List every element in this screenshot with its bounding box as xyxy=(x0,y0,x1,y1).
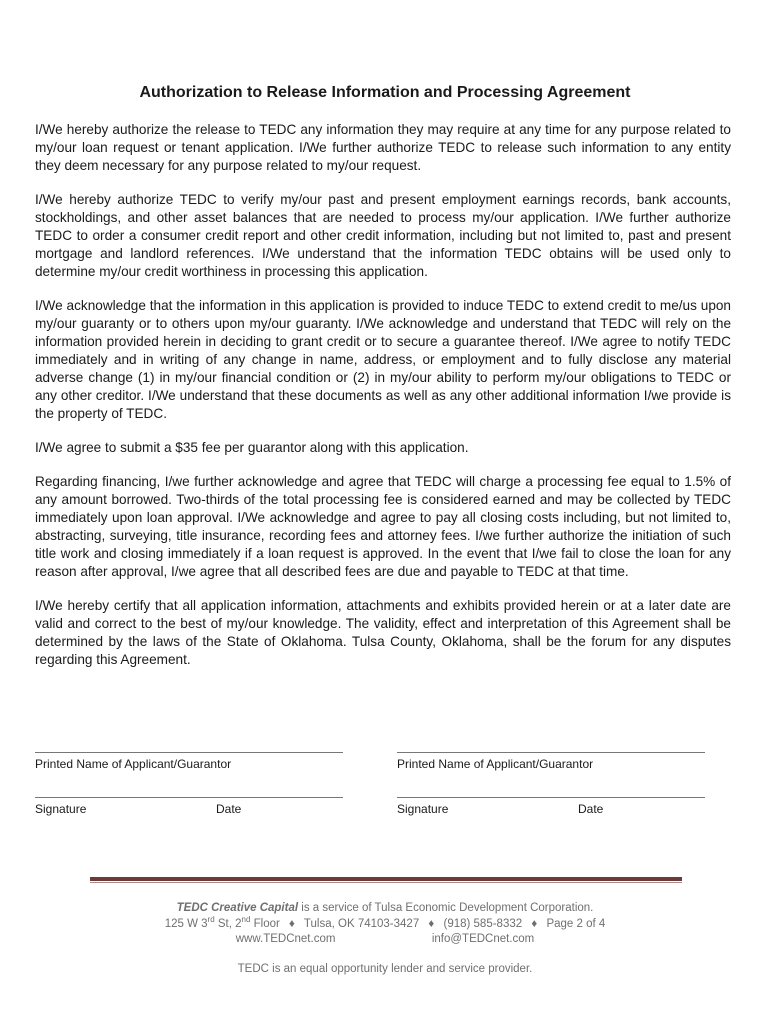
footer-address xyxy=(164,915,280,930)
paragraph-acknowledge: I/We acknowledge that the information in this application is provided to induce TEDC to extend credit to me/us upon my/our guaranty or to others upon my/our guaranty. I/We acknowledge and understand that TEDC will rely on the information provided herein in deciding to grant credit or to secure a guarantee thereof. I/We agree to notify TEDC immediately and in writing of any change in name, address, or employment and to fully disclose any material adverse change (1) in my/our financial condition or (2) in my/our ability to perform my/our obligations to TEDC or any other creditor. I/We understand that these documents as well as any other additional information I/we provide is the property of TEDC. xyxy=(35,298,731,421)
printed-name-label-left: Printed Name of Applicant/Guarantor xyxy=(35,757,232,771)
footer-website-link[interactable]: www.TEDCnet.com xyxy=(235,933,336,945)
footer-city: Tulsa, OK 74103-3427 xyxy=(303,918,420,930)
date-label-right: Date xyxy=(578,802,604,816)
footer-contact-line xyxy=(0,933,770,945)
address-sup-nd: nd xyxy=(241,915,251,925)
printed-name-block-left xyxy=(35,752,345,771)
signature-block-left xyxy=(35,797,345,816)
bullet-icon: ♦ xyxy=(428,918,435,930)
footer-tagline xyxy=(0,902,770,914)
paragraph-certify: I/We hereby certify that all application information, attachments and exhibits provided herein or at a later date are valid and correct to the best of my/our knowledge. The validity, effect and interpretation of this Agreement shall be determined by the laws of the State of Oklahoma. Tulsa County, Oklahoma, shall be the forum for any disputes regarding this Agreement. xyxy=(35,598,731,667)
signature-block-right xyxy=(397,797,707,816)
printed-name-line-right[interactable] xyxy=(397,752,705,753)
footer-email-link[interactable]: info@TEDCnet.com xyxy=(431,933,535,945)
date-label-left: Date xyxy=(216,802,242,816)
signature-label-left: Signature xyxy=(35,802,87,816)
document-title: Authorization to Release Information and Processing Agreement xyxy=(139,84,631,101)
signature-label-right: Signature xyxy=(397,802,449,816)
paragraph-verify: I/We hereby authorize TEDC to verify my/our past and present employment earnings records, bank accounts, stockholdings, and other asset balances that are needed to process my/our application. I/We further authorize TEDC to order a consumer credit report and other credit information, including but not limited to, past and present mortgage and landlord references. I/We understand that the information TEDC obtains will be used only to determine my/our credit worthiness in processing this application. xyxy=(35,192,731,279)
agreement-body xyxy=(35,121,731,685)
signature-line-right[interactable] xyxy=(397,797,705,798)
footer-address-line xyxy=(0,915,770,930)
address-sup-rd: rd xyxy=(207,915,215,925)
address-part-c: Floor xyxy=(250,918,280,930)
signature-line-left[interactable] xyxy=(35,797,343,798)
footer-divider-thick xyxy=(90,877,682,881)
footer-phone: (918) 585-8332 xyxy=(443,918,523,930)
paragraph-release: I/We hereby authorize the release to TEDC any information they may require at any time for any purpose related to my/our loan request or tenant application. I/We further authorize TEDC to release such information to any entity they deem necessary for any purpose related to my/our request. xyxy=(35,122,731,173)
bullet-icon: ♦ xyxy=(289,918,295,930)
footer-equal-opportunity: TEDC is an equal opportunity lender and service provider. xyxy=(237,963,533,975)
footer-brand-suffix: is a service of Tulsa Economic Development Corporation. xyxy=(298,902,594,914)
footer-divider-thin xyxy=(90,882,682,883)
address-part-a: 125 W 3 xyxy=(164,918,208,930)
printed-name-block-right xyxy=(397,752,707,771)
paragraph-financing: Regarding financing, I/we further acknowledge and agree that TEDC will charge a processing fee equal to 1.5% of any amount borrowed. Two-thirds of the total processing fee is considered earned and may be collected by TEDC immediately upon loan approval. I/We acknowledge and agree to pay all closing costs including, but not limited to, abstracting, surveying, title insurance, recording fees and attorney fees. I/we further authorize the initiation of such title work and closing immediately if a loan request is approved. In the event that I/we fail to close the loan for any reason after approval, I/we agree that all described fees are due and payable to TEDC at that time. xyxy=(35,474,731,579)
printed-name-label-right: Printed Name of Applicant/Guarantor xyxy=(397,757,594,771)
page-number: Page 2 of 4 xyxy=(546,918,606,930)
address-part-b: St, 2 xyxy=(214,918,242,930)
printed-name-line-left[interactable] xyxy=(35,752,343,753)
footer-brand: TEDC Creative Capital xyxy=(176,902,299,914)
bullet-icon: ♦ xyxy=(531,918,538,930)
paragraph-fee: I/We agree to submit a $35 fee per guarantor along with this application. xyxy=(35,440,469,455)
